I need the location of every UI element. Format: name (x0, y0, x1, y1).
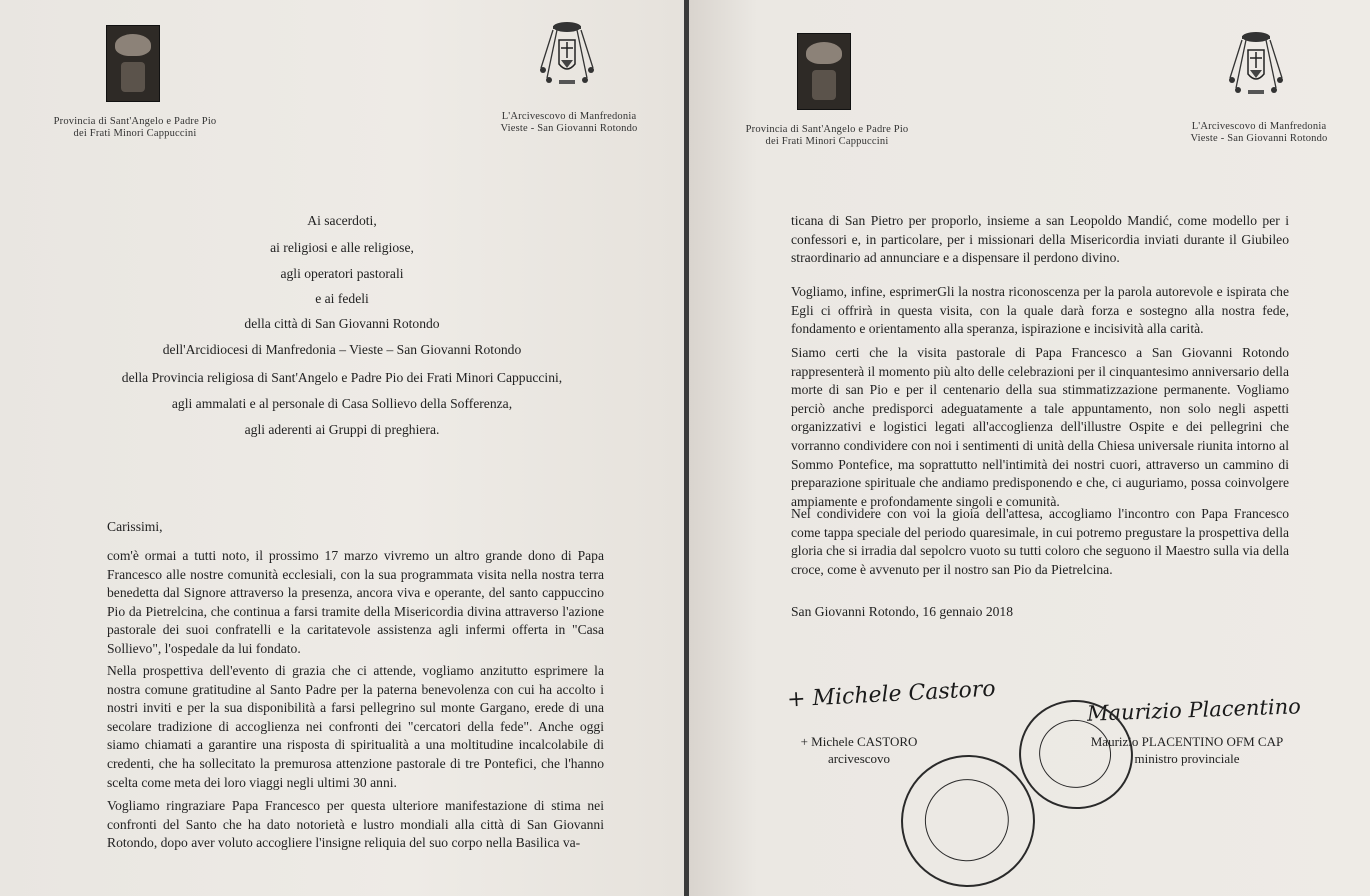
province-header-line1: Provincia di Sant'Angelo e Padre Pio (53, 116, 217, 127)
archdiocese-header-line2: Vieste - San Giovanni Rotondo (1190, 133, 1328, 144)
placentino-role: ministro provinciale (1134, 751, 1240, 766)
addressee-line: agli aderenti ai Gruppi di preghiera. (244, 422, 440, 437)
addressee-line: ai religiosi e alle religiose, (270, 240, 414, 255)
archbishop-coat-of-arms (1226, 28, 1286, 108)
province-header-line2: dei Frati Minori Cappuccini (73, 128, 197, 139)
province-header-line2: dei Frati Minori Cappuccini (765, 136, 889, 147)
archdiocese-header-line1: L'Arcivescovo di Manfredonia (501, 111, 637, 122)
body-paragraph: ticana di San Pietro per proporlo, insieme a san Leopoldo Mandić, come modello per i confessori e, in particolare, per i missionari della Misericordia inviati durante il Giubileo straordinario ad annunciare e a dispensare il perdono divino. (791, 213, 1289, 266)
body-paragraph: Nella prospettiva dell'evento di grazia che ci attende, vogliamo anzitutto esprimere la nostra comune gratitudine al Santo Padre per la paterna benevolenza con cui ha accolto i nostri inviti e per la sua disponibilità a farsi pellegrino sul monte Gargano, erede di una secolare tradizione di accoglienza nei confronti dei "cercatori della fede". Anche oggi siamo chiamati a garantire una risposta di spiritualità a una moltitudine incalcolabile di credenti, che ha sollecitato la premurosa attenzione pastorale di tre Pontefici, che l'hanno scelta come meta dei loro viaggi negli ultimi 30 anni. (107, 663, 604, 790)
addressee-line: agli ammalati e al personale di Casa Sollievo della Sofferenza, (171, 396, 513, 411)
body-paragraph: Vogliamo, infine, esprimerGli la nostra riconoscenza per la parola autorevole e ispirata che Egli ci offrirà in questa visita, con la quale darà forza e sostegno alla nostra fede, fondamento e orientamento alla speranza, ispirazione e incisività alla carità. (791, 284, 1289, 337)
right-page (689, 0, 1370, 896)
archdiocese-header-line2: Vieste - San Giovanni Rotondo (500, 123, 638, 134)
archdiocese-header-line1: L'Arcivescovo di Manfredonia (1191, 121, 1327, 132)
province-header (732, 124, 922, 148)
addressee-line: della Provincia religiosa di Sant'Angelo e Padre Pio dei Frati Minori Cappuccini, (121, 370, 563, 385)
addressee-line: Ai sacerdoti, (307, 213, 377, 228)
placentino-signature-block (1087, 733, 1287, 767)
addressee-line: agli operatori pastorali (280, 266, 404, 281)
archbishop-coat-of-arms (537, 18, 597, 98)
archdiocese-header (1179, 121, 1339, 145)
place-and-date: San Giovanni Rotondo, 16 gennaio 2018 (791, 604, 1014, 619)
addressee-line: della città di San Giovanni Rotondo (244, 316, 440, 331)
province-header-line1: Provincia di Sant'Angelo e Padre Pio (745, 124, 909, 135)
capuchin-woodcut-emblem (106, 25, 160, 102)
placentino-name: Maurizio PLACENTINO OFM CAP (1090, 734, 1284, 749)
castoro-name: + Michele CASTORO (800, 734, 918, 749)
placentino-handwritten-signature: Maurizio Placentino (1086, 694, 1302, 726)
body-paragraph: Nel condividere con voi la gioia dell'attesa, accogliamo l'incontro con Papa Francesco come tappa speciale del periodo quaresimale, in cui potremo pregustare la prospettiva della gloria che si irradia dal sepolcro vuoto su tutti coloro che seguono il Maestro sulla via della croce, come è avvenuto per il nostro san Pio da Pietrelcina. (791, 506, 1289, 577)
left-page (0, 0, 684, 896)
addressee-line: e ai fedeli (315, 291, 369, 306)
addressee-line: dell'Arcidiocesi di Manfredonia – Vieste – San Giovanni Rotondo (162, 342, 522, 357)
body-paragraph: Siamo certi che la visita pastorale di Papa Francesco a San Giovanni Rotondo rappresenterà il momento più alto delle celebrazioni per il cinquantesimo anniversario della morte di san Pio e per il centenario della sua stimmatizzazione permanente. Vogliamo perciò anche predisporci adeguatamente a tale appuntamento, non solo negli aspetti organizzativi e logistici legati all'accoglienza dell'illustre Ospite e dei pellegrini che vorranno condividere con noi i sentimenti di unità della Chiesa universale riunita intorno al Sommo Pontefice, ma soprattutto nell'intimità dei nostri cuori, attraverso un cammino di preparazione spirituale che andiamo predisponendo e che, ci auguriamo, possa coinvolgere ampiamente e profondamente singoli e comunità. (791, 345, 1289, 509)
archdiocese-header (490, 111, 648, 135)
castoro-role: arcivescovo (827, 751, 891, 766)
castoro-signature-block (784, 733, 934, 767)
castoro-handwritten-signature: + Michele Castoro (786, 676, 997, 713)
capuchin-woodcut-emblem (797, 33, 851, 110)
province-header (40, 116, 230, 140)
seal-inner-ring (918, 773, 1015, 868)
body-paragraph: com'è ormai a tutti noto, il prossimo 17 marzo vivremo un altro grande dono di Papa Francesco alle nostre comunità ecclesiali, con la sua programmata visita nella nostra terra benedetta dal Signore attraverso la presenza, ancora viva e operante, del santo cappuccino Pio da Pietrelcina, che continua a farsi tramite della Misericordia divina attraverso l'azione pastorale dei suoi confratelli e la caritatevole assistenza agli infermi offerta in "Casa Sollievo", l'ospedale da lui fondato. (107, 548, 604, 656)
salutation: Carissimi, (107, 519, 163, 534)
body-paragraph: Vogliamo ringraziare Papa Francesco per questa ulteriore manifestazione di stima nei confronti del Santo che ha dato notorietà e lustro mondiali alla città di San Giovanni Rotondo, dopo aver voluto accogliere l'insigne reliquia del suo corpo nella Basilica va- (107, 798, 604, 851)
